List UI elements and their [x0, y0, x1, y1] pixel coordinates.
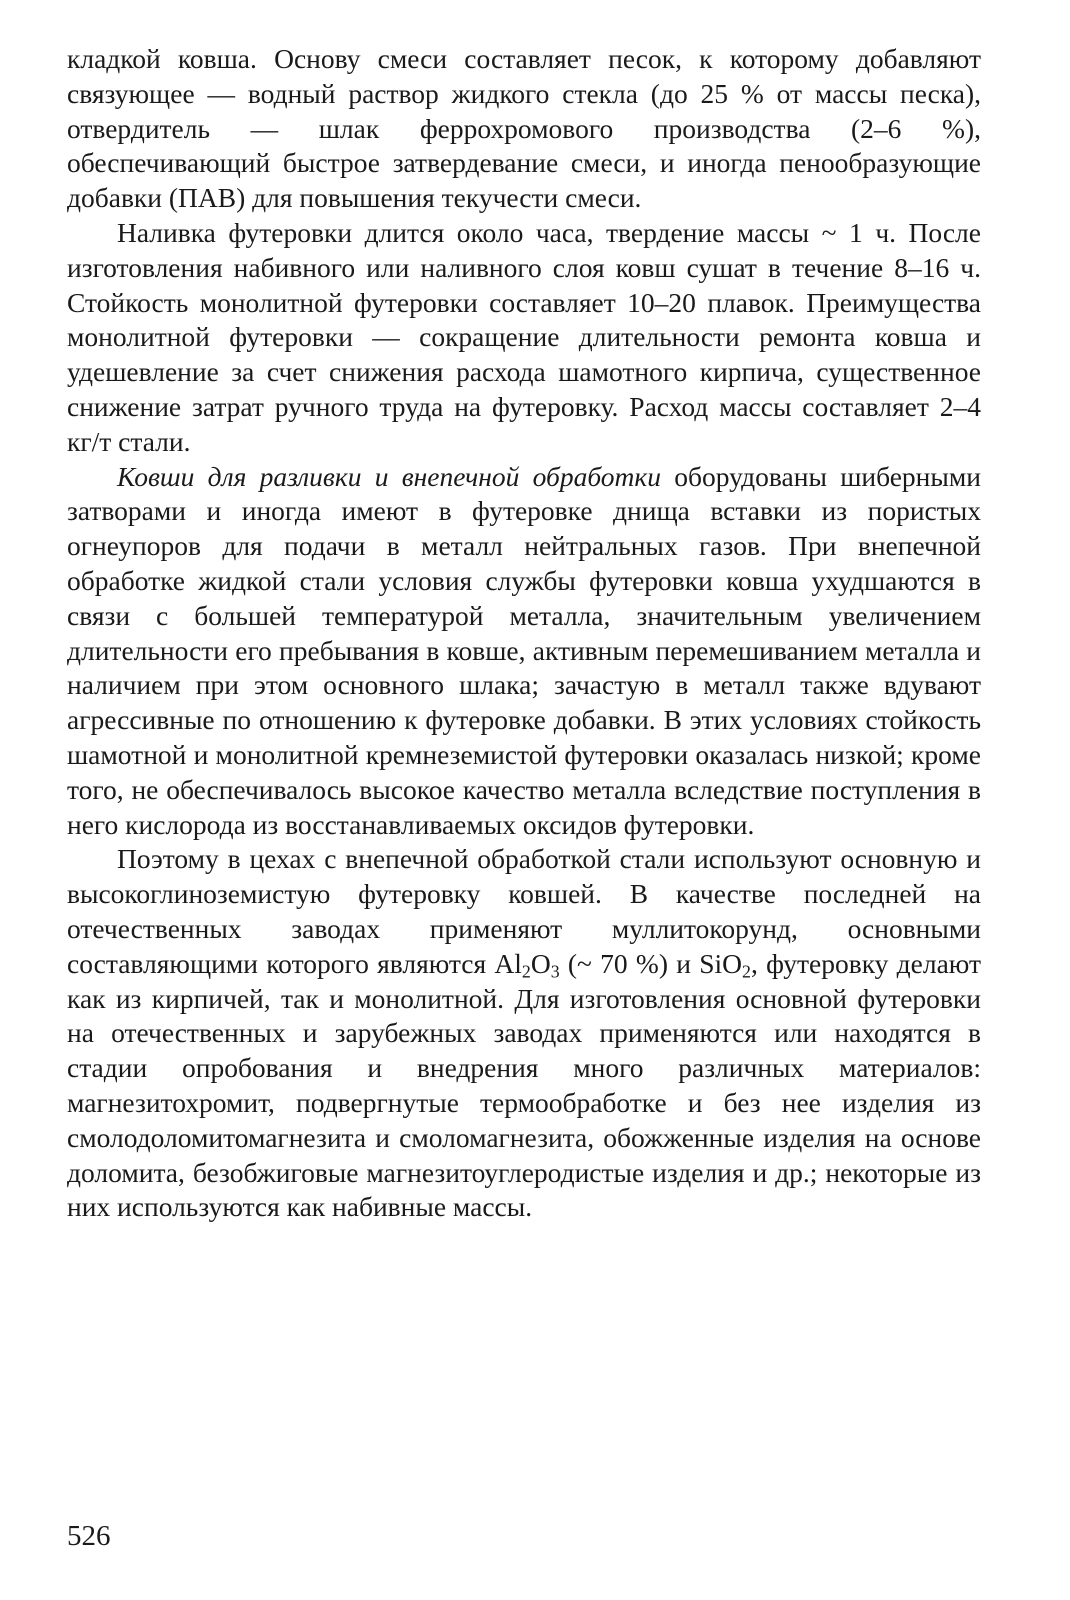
page-number: 526 — [67, 1520, 111, 1552]
paragraph-4-text-a: Поэтому в цехах с внепечной обработкой стали используют основную и высокоглиноземистую футеровку ковшей. В качестве последней на отечественных заводах применяют муллитокорунд, основными составляющими которого являются Al — [67, 843, 981, 979]
paragraph-4-text-b: O — [530, 947, 551, 979]
paragraph-4-text-c: (~ 70 %) и SiO — [559, 947, 743, 979]
subscript-al2: 2 — [521, 961, 531, 982]
paragraph-4 — [67, 842, 981, 1225]
paragraph-2: Наливка футеровки длится около часа, твердение массы ~ 1 ч. После изготовления набивного или наливного слоя ковш сушат в течение 8–16 ч. Стойкость монолитной футеровки составляет 10–20 плавок. Преимущества монолитной футеровки — сокращение длительности ремонта ковша и удешевление за счет снижения расхода шамотного кирпича, существенное снижение затрат ручного труда на футеровку. Расход массы составляет 2–4 кг/т стали. — [67, 216, 981, 457]
paragraph-3-text: оборудованы шиберными затворами и иногда имеют в футеровке днища вставки из пористых огнеупоров для подачи в металл нейтральных газов. При внепечной обработке жидкой стали условия службы футеровки ковша ухудшаются в связи с большей температурой металла, значительным увеличением длительности его пребывания в ковше, активным перемешиванием металла и наличием при этом основного шлака; зачастую в металл также вдувают агрессивные по отношению к футеровке добавки. В этих условиях стойкость шамотной и монолитной кремнеземистой футеровки оказалась низкой; кроме того, не обеспечивалось высокое качество металла вследствие поступления в него кислорода из восстанавливаемых оксидов футеровки. — [67, 460, 981, 840]
paragraph-1: кладкой ковша. Основу смеси составляет песок, к которому добавляют связующее — водный раствор жидкого стекла (до 25 % от массы песка), отвердитель — шлак феррохромового производства (2–6 %), обеспечивающий быстрое затвердевание смеси, и иногда пенообразующие добавки (ПАВ) для повышения текучести смеси. — [67, 43, 981, 214]
page-body — [67, 42, 981, 1225]
subscript-o3: 3 — [550, 961, 560, 982]
paragraph-4-text-d: , футеровку делают как из кирпичей, так и монолитной. Для изготовления основной футеровки на отечественных и зарубежных заводах применяются или находятся в стадии опробования и внедрения много различных материалов: магнезитохромит, подвергнутые термообработке и без нее изделия из смолодоломитомагнезита и смоломагнезита, обожженные изделия на основе доломита, безобжиговые магнезитоуглеродистые изделия и др.; некоторые из них используются как набивные массы. — [67, 947, 981, 1223]
subscript-sio2: 2 — [742, 961, 751, 982]
paragraph-3 — [67, 460, 981, 843]
paragraph-3-italic-lead: Ковши для разливки и внепечной обработки — [117, 460, 662, 492]
